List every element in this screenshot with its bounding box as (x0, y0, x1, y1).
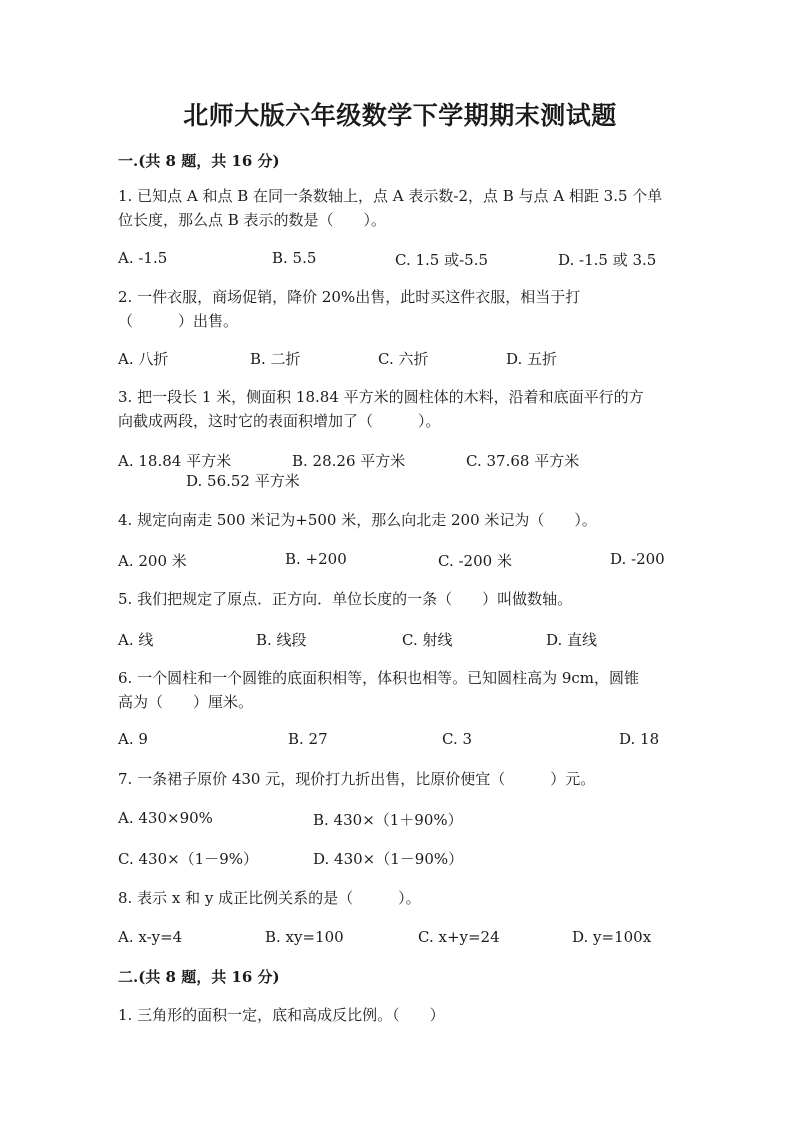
question-5-option-a: A. 线 (118, 631, 154, 649)
question-1-option-c: C. 1.5 或-5.5 (395, 251, 489, 269)
question-1-stem (118, 184, 678, 232)
question-3-line-2: 向截成两段，这时它的表面积增加了（ ）。 (118, 412, 441, 430)
question-7-option-c: C. 430×（1－9%） (118, 850, 259, 868)
question-3-option-d: D. 56.52 平方米 (186, 472, 300, 490)
question-6-line-1: 6. 一个圆柱和一个圆锥的底面积相等，体积也相等。已知圆柱高为 9cm，圆锥 (118, 669, 640, 687)
question-4-stem (118, 508, 678, 532)
question-4-option-d: D. -200 (610, 550, 665, 568)
question-6-option-c: C. 3 (442, 730, 473, 748)
question-4-option-b: B. +200 (285, 550, 347, 568)
question-5-line-1: 5. 我们把规定了原点．正方向．单位长度的一条（ ）叫做数轴。 (118, 590, 573, 608)
question-5-option-d: D. 直线 (546, 631, 598, 649)
question-3-line-1: 3. 把一段长 1 米，侧面积 18.84 平方米的圆柱体的木料，沿着和底面平行的方 (118, 388, 644, 406)
question-5-stem (118, 587, 678, 611)
question-5-option-c: C. 射线 (402, 631, 453, 649)
question-8-option-d: D. y=100x (572, 928, 652, 946)
question-8-option-b: B. xy=100 (265, 928, 344, 946)
question-2-stem (118, 285, 678, 333)
question-5-option-b: B. 线段 (256, 631, 307, 649)
question-6-option-b: B. 27 (288, 730, 328, 748)
question-7-line-1: 7. 一条裙子原价 430 元，现价打九折出售，比原价便宜（ ）元。 (118, 770, 596, 788)
question-1-line-2: 位长度，那么点 B 表示的数是（ ）。 (118, 211, 387, 229)
question-8-option-c: C. x+y=24 (418, 928, 500, 946)
question-4-option-a: A. 200 米 (118, 552, 187, 570)
page-title: 北师大版六年级数学下学期期末测试题 (183, 101, 617, 130)
question-3-option-b: B. 28.26 平方米 (292, 452, 406, 470)
question-1-option-b: B. 5.5 (272, 249, 317, 267)
question-1-option-d: D. -1.5 或 3.5 (558, 251, 657, 269)
question-1-line-1: 1. 已知点 A 和点 B 在同一条数轴上，点 A 表示数-2，点 B 与点 A 相距 3.5 个单 (118, 187, 663, 205)
section-2-question-1-line-1: 1. 三角形的面积一定，底和高成反比例。（ ） (118, 1006, 445, 1024)
question-8-option-a: A. x-y=4 (118, 928, 183, 946)
question-3-stem (118, 385, 678, 433)
question-2-line-2: （ ）出售。 (118, 312, 239, 330)
question-2-line-1: 2. 一件衣服，商场促销，降价 20%出售，此时买这件衣服，相当于打 (118, 288, 581, 306)
question-8-line-1: 8. 表示 x 和 y 成正比例关系的是（ ）。 (118, 889, 421, 907)
section-1-heading: 一.(共 8 题，共 16 分) (118, 152, 280, 170)
question-2-option-d: D. 五折 (506, 350, 558, 368)
question-6-line-2: 高为（ ）厘米。 (118, 693, 254, 711)
question-7-option-d: D. 430×（1－90%） (313, 850, 464, 868)
question-3-option-c: C. 37.68 平方米 (466, 452, 580, 470)
question-3-option-a: A. 18.84 平方米 (118, 452, 232, 470)
question-8-stem (118, 886, 678, 910)
question-4-line-1: 4. 规定向南走 500 米记为+500 米，那么向北走 200 米记为（ ）。 (118, 511, 597, 529)
section-2-heading: 二.(共 8 题，共 16 分) (118, 968, 280, 986)
question-7-option-b: B. 430×（1＋90%） (313, 811, 463, 829)
question-7-stem (118, 767, 678, 791)
question-1-option-a: A. -1.5 (118, 249, 168, 267)
question-7-option-a: A. 430×90% (118, 809, 213, 827)
question-6-option-a: A. 9 (118, 730, 148, 748)
question-2-option-b: B. 二折 (250, 350, 301, 368)
question-6-option-d: D. 18 (619, 730, 660, 748)
question-6-stem (118, 666, 678, 714)
question-2-option-a: A. 八折 (118, 350, 169, 368)
section-2-question-1-stem (118, 1003, 678, 1027)
question-2-option-c: C. 六折 (378, 350, 429, 368)
question-4-option-c: C. -200 米 (438, 552, 512, 570)
